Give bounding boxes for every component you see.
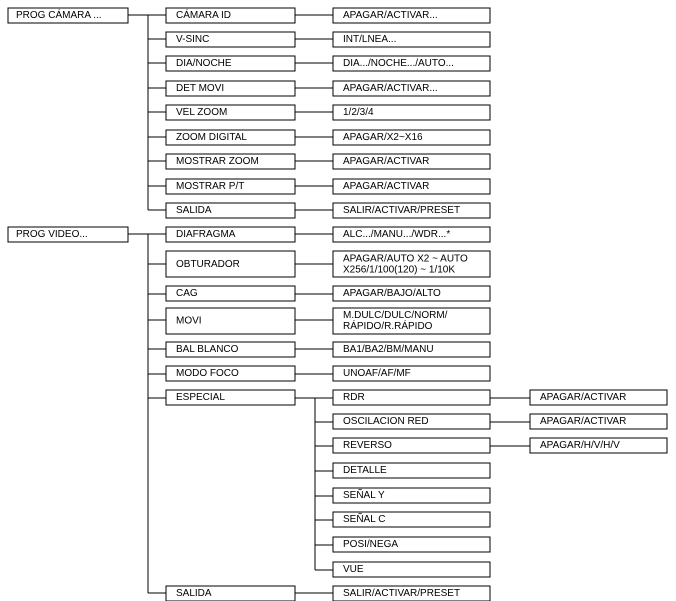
svg-text:VEL ZOOM: VEL ZOOM [176, 107, 228, 118]
video-value-cag [333, 286, 490, 301]
camara-item-zoom-digital [166, 130, 295, 145]
especial-value-reverso [530, 438, 667, 453]
camara-value-camara-id [333, 8, 490, 23]
video-item-obturador [166, 251, 295, 277]
camara-value-zoom-digital [333, 130, 490, 145]
svg-text:DIA.../NOCHE.../AUTO...: DIA.../NOCHE.../AUTO... [343, 58, 454, 69]
prog-camara-label: PROG CÁMARA ... [16, 10, 102, 21]
svg-text:SALIR/ACTIVAR/PRESET: SALIR/ACTIVAR/PRESET [343, 588, 461, 599]
svg-text:ZOOM DIGITAL: ZOOM DIGITAL [176, 132, 247, 143]
svg-text:APAGAR/ACTIVAR...: APAGAR/ACTIVAR... [343, 83, 438, 94]
svg-text:POSI/NEGA: POSI/NEGA [343, 539, 399, 550]
especial-item-vue [333, 562, 490, 577]
svg-text:REVERSO: REVERSO [343, 440, 392, 451]
especial-item-senal-y [333, 488, 490, 503]
especial-item-detalle [333, 463, 490, 478]
svg-text:BA1/BA2/BM/MANU: BA1/BA2/BM/MANU [343, 344, 434, 355]
prog-camara-node [8, 8, 128, 23]
camara-value-vel-zoom [333, 105, 490, 120]
video-value-salida [333, 586, 490, 601]
especial-item-oscilacion-red [333, 414, 490, 429]
camara-item-mostrar-pt [166, 179, 295, 194]
svg-text:ALC.../MANU.../WDR...*: ALC.../MANU.../WDR...* [343, 229, 451, 240]
especial-value-oscilacion-red [530, 414, 667, 429]
svg-text:APAGAR/ACTIVAR: APAGAR/ACTIVAR [540, 392, 627, 403]
video-item-movi [166, 308, 295, 334]
camara-value-salida [333, 203, 490, 218]
camara-value-v-sinc [333, 32, 490, 47]
svg-text:DETALLE: DETALLE [343, 465, 387, 476]
especial-item-posi-nega [333, 537, 490, 552]
svg-text:BAL BLANCO: BAL BLANCO [176, 344, 239, 355]
svg-text:VUE: VUE [343, 564, 364, 575]
prog-video-label: PROG VIDEO... [16, 229, 88, 240]
svg-text:SALIDA: SALIDA [176, 205, 212, 216]
svg-text:APAGAR/ACTIVAR: APAGAR/ACTIVAR [343, 156, 430, 167]
camara-value-dia-noche [333, 56, 490, 71]
svg-text:SEÑAL Y: SEÑAL Y [343, 490, 385, 501]
video-item-bal-blanco [166, 342, 295, 357]
camara-item-mostrar-zoom [166, 154, 295, 169]
svg-text:DET MOVI: DET MOVI [176, 83, 225, 94]
svg-text:CÁMARA ID: CÁMARA ID [176, 10, 232, 21]
svg-text:DIA/NOCHE: DIA/NOCHE [176, 58, 232, 69]
svg-text:MODO FOCO: MODO FOCO [176, 368, 239, 379]
camara-item-vel-zoom [166, 105, 295, 120]
video-value-obturador [333, 251, 490, 277]
svg-text:DIAFRAGMA: DIAFRAGMA [176, 229, 236, 240]
svg-text:APAGAR/ACTIVAR: APAGAR/ACTIVAR [343, 181, 430, 192]
especial-item-rdr [333, 390, 490, 405]
camara-item-v-sinc [166, 32, 295, 47]
connector-lines [128, 15, 530, 593]
svg-text:X256/1/100(120) ~ 1/10K: X256/1/100(120) ~ 1/10K [343, 264, 456, 276]
svg-text:M.DULC/DULC/NORM/: M.DULC/DULC/NORM/ [343, 310, 448, 321]
video-item-especial [166, 390, 295, 405]
svg-text:SALIDA: SALIDA [176, 588, 212, 599]
svg-text:MOSTRAR ZOOM: MOSTRAR ZOOM [176, 156, 259, 167]
video-item-cag [166, 286, 295, 301]
svg-text:APAGAR/BAJO/ALTO: APAGAR/BAJO/ALTO [343, 288, 441, 299]
svg-text:ESPECIAL: ESPECIAL [176, 392, 225, 403]
camara-item-salida [166, 203, 295, 218]
svg-text:OSCILACION RED: OSCILACION RED [343, 416, 429, 427]
svg-text:1/2/3/4: 1/2/3/4 [343, 107, 374, 118]
svg-text:UNOAF/AF/MF: UNOAF/AF/MF [343, 368, 411, 379]
svg-text:SEÑAL C: SEÑAL C [343, 514, 386, 525]
svg-text:RDR: RDR [343, 392, 365, 403]
video-value-bal-blanco [333, 342, 490, 357]
svg-text:APAGAR/ACTIVAR: APAGAR/ACTIVAR [540, 416, 627, 427]
especial-item-reverso [333, 438, 490, 453]
svg-text:CAG: CAG [176, 288, 198, 299]
svg-text:APAGAR/ACTIVAR...: APAGAR/ACTIVAR... [343, 10, 438, 21]
svg-text:OBTURADOR: OBTURADOR [176, 259, 240, 270]
svg-text:APAGAR/AUTO X2 ~ AUTO: APAGAR/AUTO X2 ~ AUTO [343, 253, 468, 265]
camara-value-mostrar-pt [333, 179, 490, 194]
video-value-diafragma [333, 227, 490, 242]
camara-value-mostrar-zoom [333, 154, 490, 169]
svg-text:MOVI: MOVI [176, 315, 202, 327]
camara-item-dia-noche [166, 56, 295, 71]
svg-text:APAGAR/H/V/H/V: APAGAR/H/V/H/V [540, 440, 620, 451]
svg-text:MOSTRAR P/T: MOSTRAR P/T [176, 181, 245, 192]
camara-value-det-movi [333, 81, 490, 96]
video-item-salida [166, 586, 295, 601]
especial-value-rdr [530, 390, 667, 405]
video-item-diafragma [166, 227, 295, 242]
especial-item-senal-c [333, 512, 490, 527]
prog-video-node [8, 227, 128, 242]
svg-text:INT/LNEA...: INT/LNEA... [343, 34, 397, 45]
svg-text:V-SINC: V-SINC [176, 34, 210, 45]
svg-text:RÁPIDO/R.RÁPIDO: RÁPIDO/R.RÁPIDO [343, 321, 433, 332]
svg-text:APAGAR/X2~X16: APAGAR/X2~X16 [343, 132, 423, 143]
video-item-modo-foco [166, 366, 295, 381]
video-value-movi [333, 308, 490, 334]
camara-item-det-movi [166, 81, 295, 96]
camara-item-camara-id [166, 8, 295, 23]
video-value-modo-foco [333, 366, 490, 381]
svg-text:SALIR/ACTIVAR/PRESET: SALIR/ACTIVAR/PRESET [343, 205, 461, 216]
